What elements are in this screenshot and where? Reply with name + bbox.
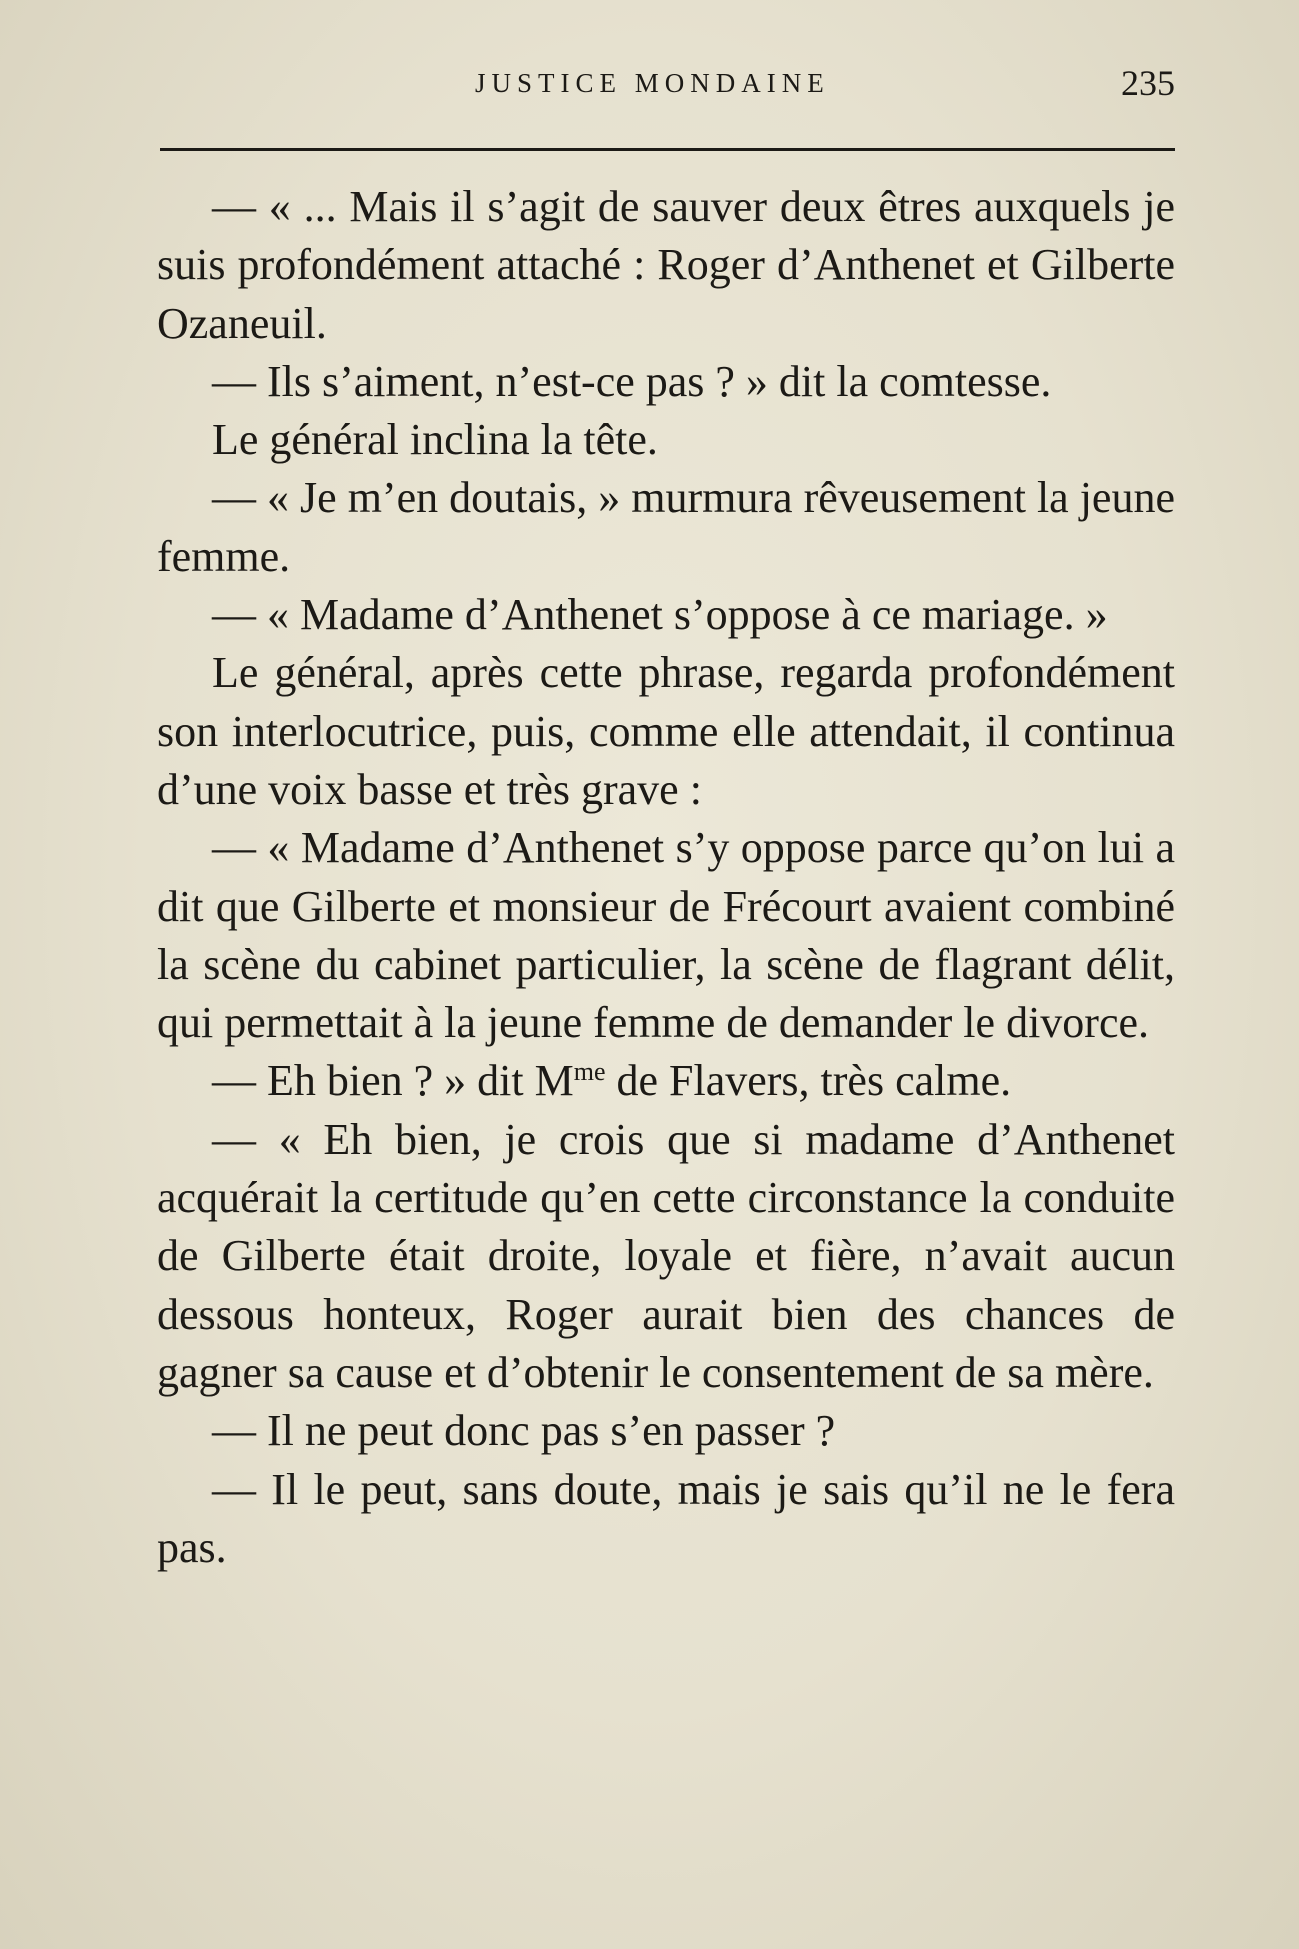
- header-rule: [160, 148, 1175, 151]
- paragraph: — Ils s’aiment, n’est-ce pas ? » dit la comtesse.: [212, 356, 1052, 406]
- paragraph: — « Madame d’Anthenet s’oppose à ce mariage. »: [212, 590, 1108, 640]
- running-title: JUSTICE MONDAINE: [475, 68, 830, 98]
- paragraph: — « ... Mais il s’agit de sauver deux êtres auxquels je suis profondément attaché : Roger d’Anthenet et Gilberte Ozaneuil.: [157, 182, 1175, 348]
- paragraph: — « Madame d’Anthenet s’y oppose parce qu’on lui a dit que Gilberte et monsieur de Frécourt avaient combiné la scène du cabinet particulier, la scène de flagrant délit, qui permettait à la jeune femme de demander le divorce.: [157, 823, 1175, 1048]
- running-head: [160, 62, 1175, 112]
- body-text: [157, 178, 1175, 1577]
- paragraph: — « Eh bien, je crois que si madame d’Anthenet acquérait la certitude qu’en cette circonstance la conduite de Gilberte était droite, loyale et fière, n’avait aucun dessous honteux, Roger aurait bien des chances de gagner sa cause et d’obtenir le consentement de sa mère.: [157, 1114, 1175, 1397]
- paragraph-text: de Flavers, très calme.: [605, 1056, 1012, 1106]
- paragraph-text: — Eh bien ? » dit M: [212, 1056, 574, 1106]
- paragraph: Le général, après cette phrase, regarda profondément son interlocutrice, puis, comme elle attendait, il continua d’une voix basse et très grave :: [157, 648, 1175, 814]
- paragraph: — Il ne peut donc pas s’en passer ?: [212, 1406, 836, 1456]
- page-number: 235: [1121, 63, 1175, 103]
- paragraph: Le général inclina la tête.: [212, 415, 658, 465]
- paragraph: — Il le peut, sans doute, mais je sais qu’il ne le fera pas.: [157, 1464, 1175, 1572]
- paragraph: [157, 1052, 1175, 1110]
- paragraph: — « Je m’en doutais, » murmura rêveusement la jeune femme.: [157, 473, 1175, 581]
- superscript: me: [573, 1057, 606, 1087]
